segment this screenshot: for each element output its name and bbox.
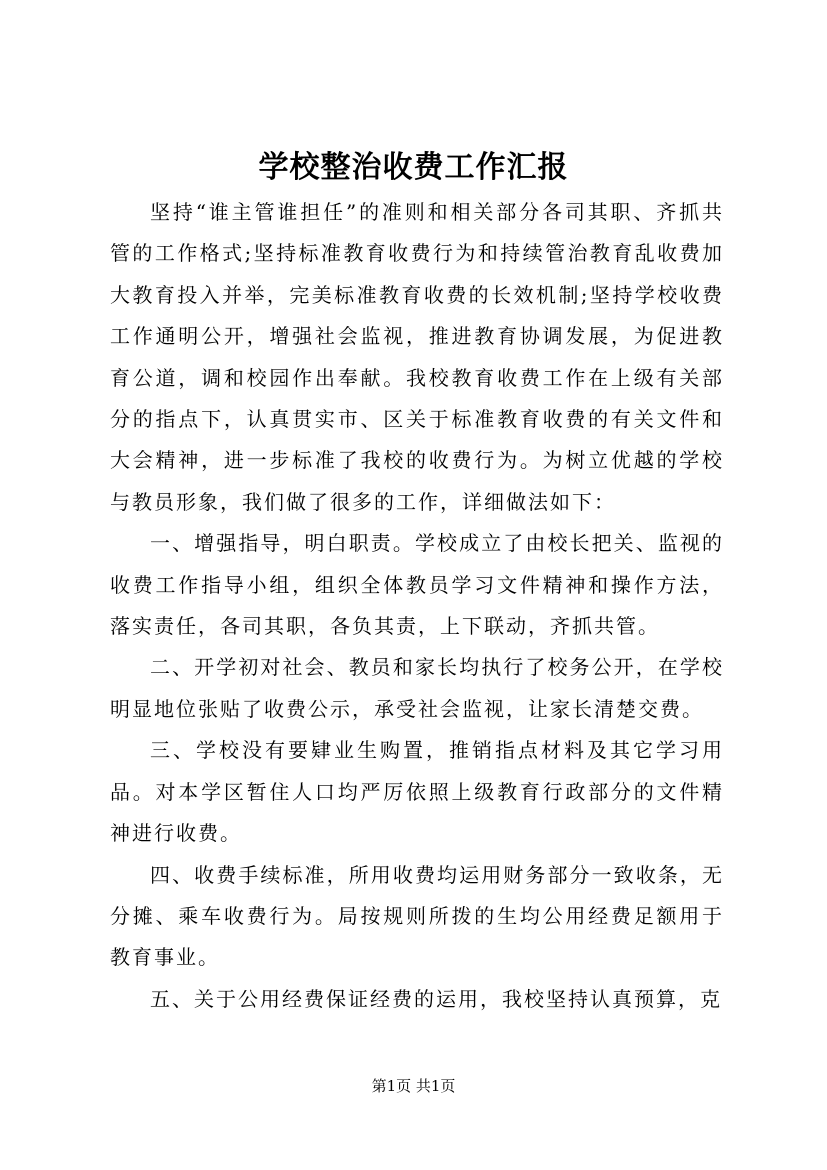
document-title: 学校整治收费工作汇报 (258, 150, 569, 185)
paragraph-item-3: 三、学校没有要肄业生购置，推销指点材料及其它学习用品。对本学区暂住人口均严厉依照上级教育行政部分的文件精神进行收费。 (110, 738, 724, 846)
document-body (110, 192, 724, 1020)
paragraph-item-1: 一、增强指导，明白职责。学校成立了由校长把关、监视的收费工作指导小组，组织全体教员学习文件精神和操作方法，落实责任，各司其职，各负其责，上下联动，齐抓共管。 (110, 531, 724, 639)
paragraph-item-5: 五、关于公用经费保证经费的运用，我校坚持认真预算，克 (150, 986, 722, 1011)
paragraph-item-4: 四、收费手续标准，所用收费均运用财务部分一致收条，无分摊、乘车收费行为。局按规则所拨的生均公用经费足额用于教育事业。 (110, 862, 724, 970)
page-footer: 第1页 共1页 (371, 1077, 456, 1095)
paragraph-item-2: 二、开学初对社会、教员和家长均执行了校务公开，在学校明显地位张贴了收费公示，承受社会监视，让家长清楚交费。 (110, 655, 724, 721)
paragraph-intro: 坚持“谁主管谁担任”的准则和相关部分各司其职、齐抓共管的工作格式;坚持标准教育收费行为和持续管治教育乱收费加大教育投入并举，完美标准教育收费的长效机制;坚持学校收费工作通明公开，增强社会监视，推进教育协调发展，为促进教育公道，调和校园作出奉献。我校教育收费工作在上级有关部分的指点下，认真贯实市、区关于标准教育收费的有关文件和大会精神，进一步标准了我校的收费行为。为树立优越的学校与教员形象，我们做了很多的工作，详细做法如下： (110, 200, 724, 514)
